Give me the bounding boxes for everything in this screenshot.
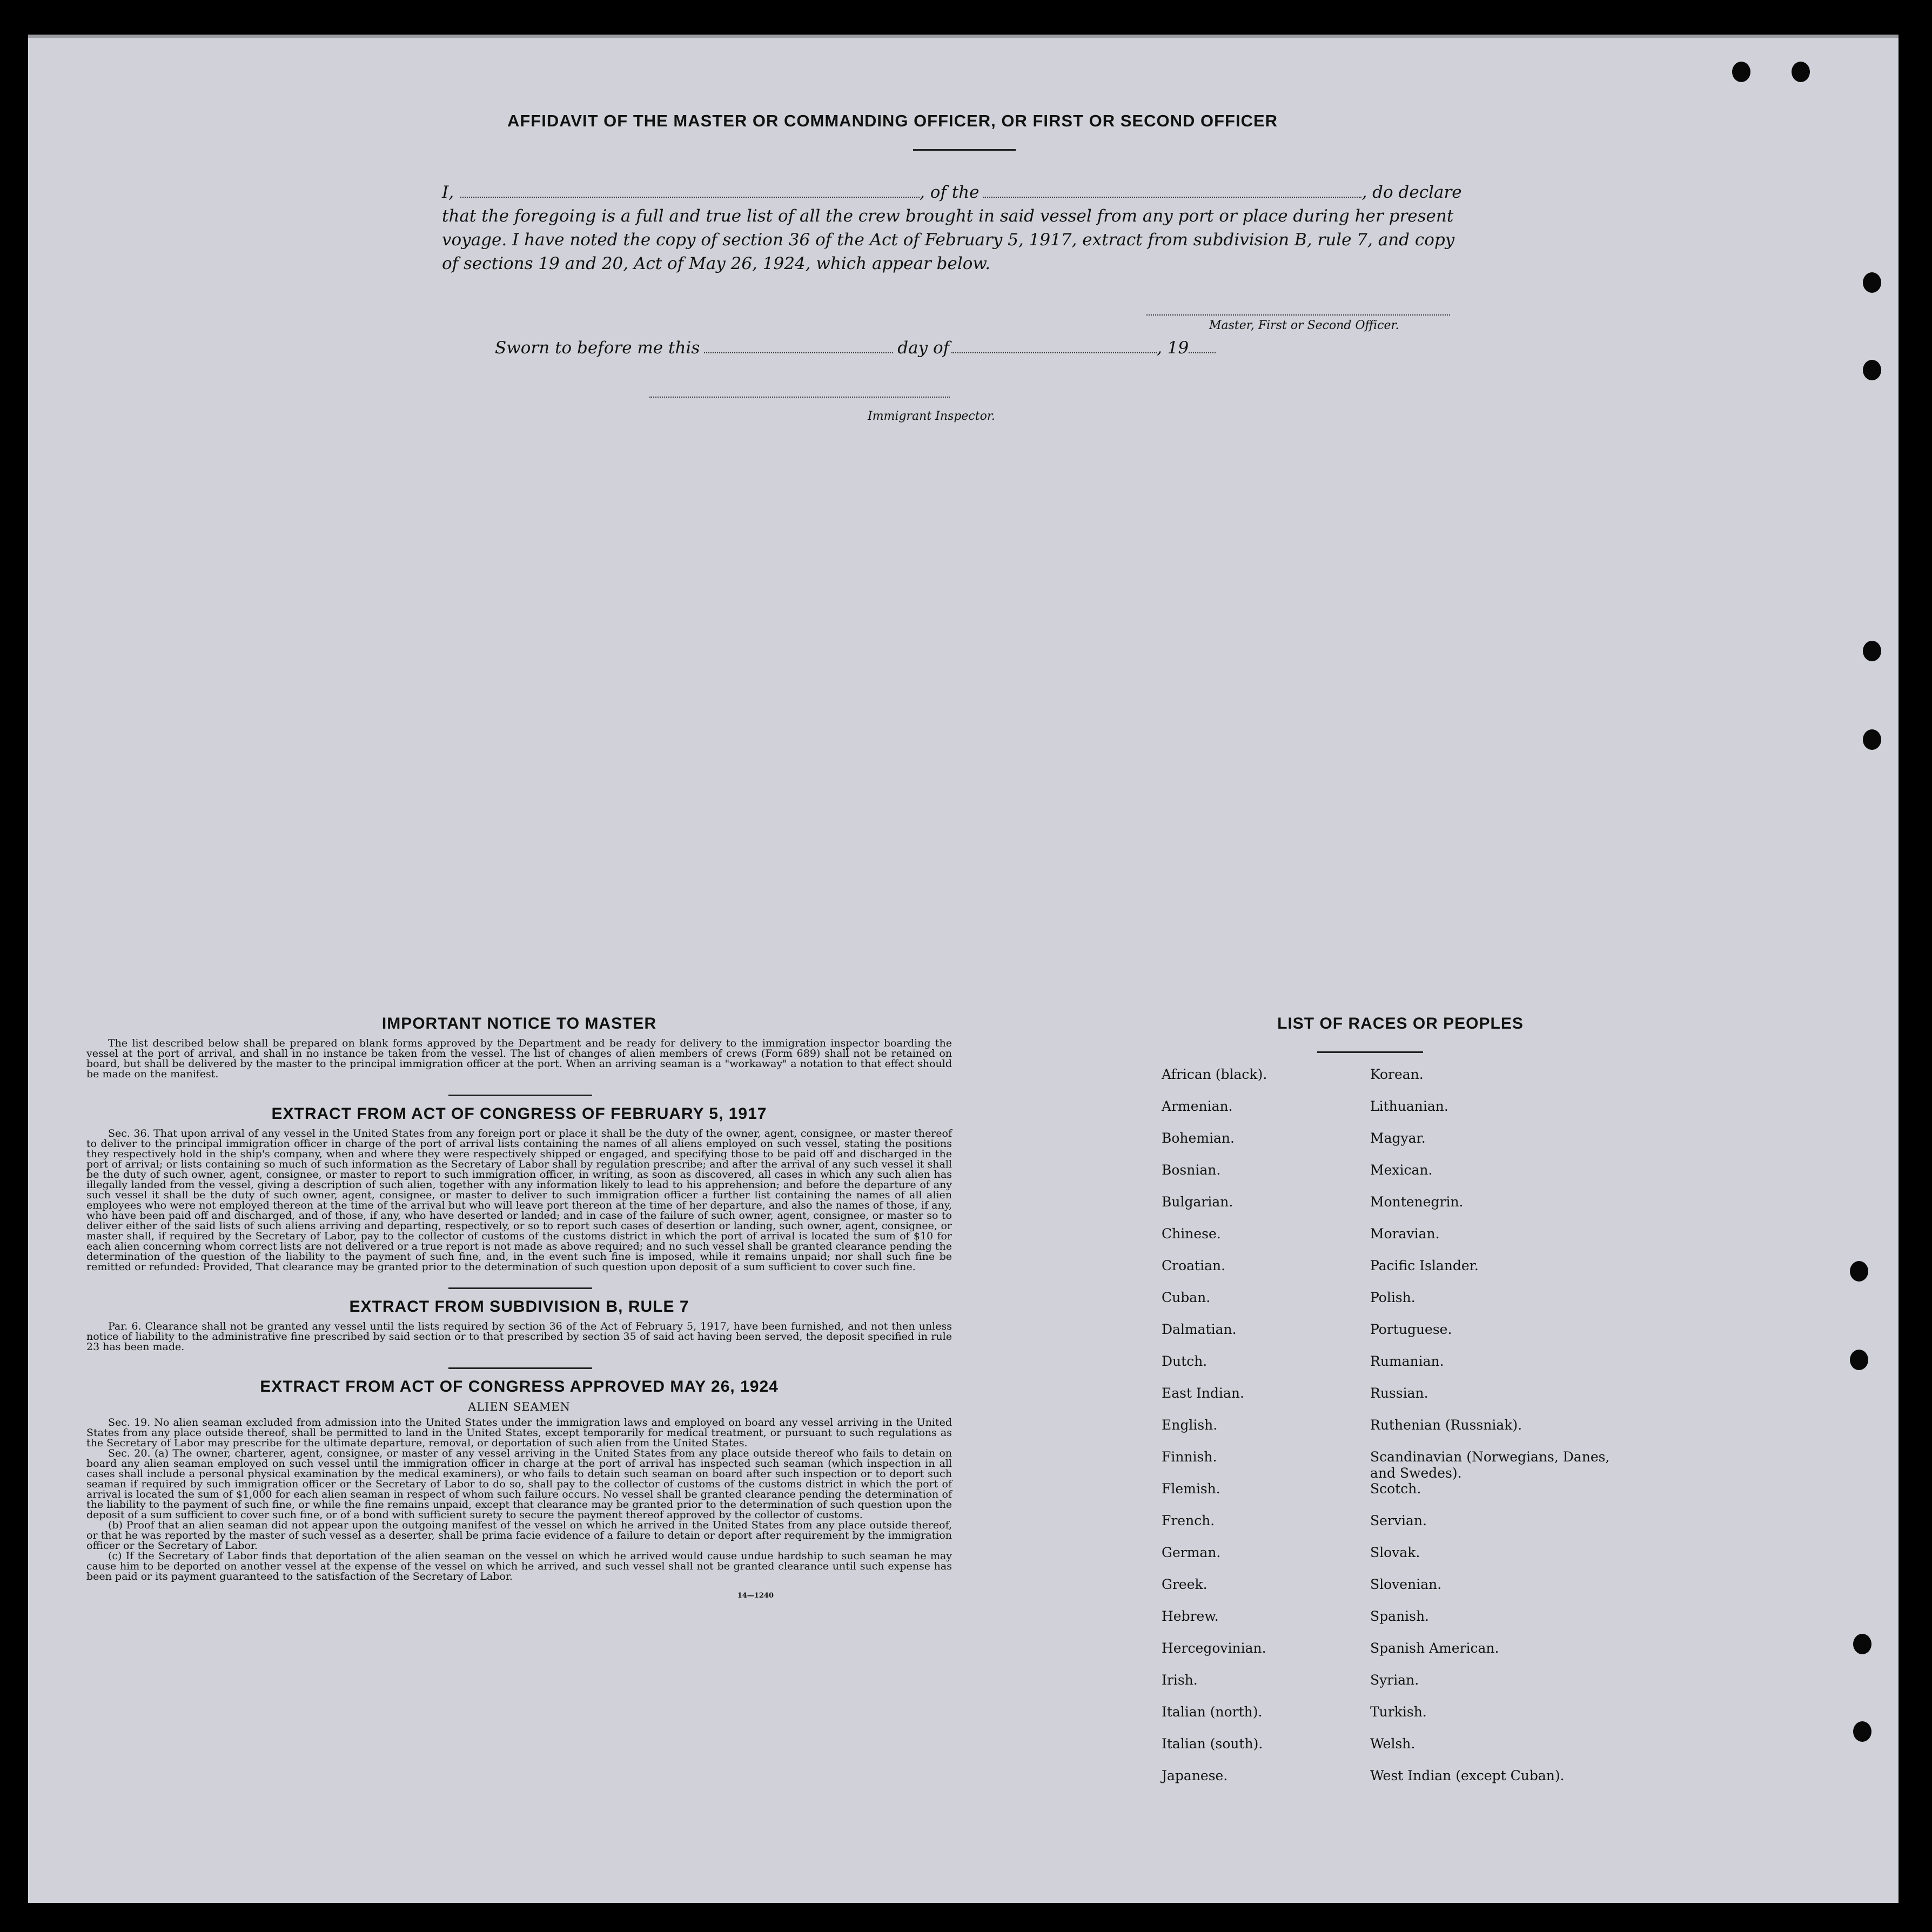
punch-hole bbox=[1863, 729, 1881, 750]
race-item: Portuguese. bbox=[1370, 1321, 1452, 1337]
extract-1924-title: EXTRACT FROM ACT OF CONGRESS APPROVED MAY 26, 1924 bbox=[260, 1378, 779, 1396]
decl-line-2: that the foregoing is a full and true list of all the crew brought in said vessel from any port or place during her present bbox=[442, 206, 1454, 226]
divider bbox=[448, 1367, 592, 1369]
subdivision-b-text: Par. 6. Clearance shall not be granted any vessel until the lists required by section 36 of the Act of February 5, 1917, have been furnished, and not then unless notice of liability to the administrative fine prescribed by said section or to that prescribed by section 35 of said act having been served, the deposit specified in rule 23 has been made. bbox=[86, 1320, 952, 1353]
race-item: Greek. bbox=[1162, 1577, 1208, 1592]
race-item: Russian. bbox=[1370, 1385, 1428, 1401]
decl-line-4: of sections 19 and 20, Act of May 26, 1924, which appear below. bbox=[442, 254, 991, 273]
race-item: Pacific Islander. bbox=[1370, 1258, 1479, 1273]
race-item: Welsh. bbox=[1370, 1736, 1416, 1752]
race-item: African (black). bbox=[1162, 1066, 1267, 1082]
form-number: 14—1240 bbox=[737, 1592, 774, 1600]
subdivision-b-title: EXTRACT FROM SUBDIVISION B, RULE 7 bbox=[349, 1298, 689, 1316]
races-right-column bbox=[1370, 1066, 1619, 1800]
sworn-day-blank[interactable] bbox=[704, 340, 893, 353]
decl-word-i: I, bbox=[442, 183, 454, 202]
race-item: Scotch. bbox=[1370, 1481, 1421, 1497]
master-caption: Master, First or Second Officer. bbox=[1209, 319, 1399, 332]
race-item: Ruthenian (Russniak). bbox=[1370, 1417, 1522, 1433]
inspector-signature-line[interactable] bbox=[649, 397, 950, 398]
alien-seamen-subtitle: ALIEN SEAMEN bbox=[468, 1400, 571, 1413]
sworn-day-label: day of bbox=[897, 338, 950, 358]
extract-1917-text: Sec. 36. That upon arrival of any vessel in the United States from any foreign port or place it shall be the duty of the owner, agent, consignee, or master thereof to deliver to the principal immigration officer in charge of the port of arrival lists containing the names of all aliens employed on such vessel, stating the positions they respectively hold in the ship's company, when and where they were respectively shipped or engaged, and specifying those to be paid off and discharged in the port of arrival; or lists containing so much of such information as the Secretary of Labor shall by regulation prescribe; and after the arrival of any such vessel it shall be the duty of such owner, agent, consignee, or master to report to such immigration officer, in writing, as soon as discovered, all cases in which any such alien has illegally landed from the vessel, giving a description of such alien, together with any information likely to lead to his apprehension; and before the departure of any such vessel it shall be the duty of such owner, agent, consignee, or master to deliver to such immigration officer a further list containing the names of all alien employees who were not employed thereon at the time of the arrival but who will leave port thereon at the time of her departure, and also the names of those, if any, who have been paid off and discharged, and of those, if any, who have deserted or landed; and in case of the failure of such owner, agent, consignee, or master so to deliver either of the said lists of such aliens arriving and departing, respectively, or so to report such cases of desertion or landing, such owner, agent, consignee, or master shall, if required by the Secretary of Labor, pay to the collector of customs of the customs district in which the port of arrival is located the sum of $10 for each alien concerning whom correct lists are not delivered or a true report is not made as above required; and no such vessel shall be granted clearance pending the determination of the question of the liability to the payment of such fine, and, in the event such fine is imposed, while it remains unpaid; nor shall such fine be remitted or refunded: Provided, That clearance may be granted prior to the determination of such question upon deposit of a sum sufficient to cover such fine. bbox=[86, 1128, 952, 1273]
title-divider bbox=[913, 149, 1016, 151]
races-left-column bbox=[1162, 1066, 1356, 1800]
punch-hole bbox=[1732, 62, 1750, 82]
sworn-year-label: , 19 bbox=[1157, 338, 1189, 358]
decl-word-of-the: , of the bbox=[920, 183, 980, 202]
race-item: Lithuanian. bbox=[1370, 1098, 1448, 1114]
race-item: Armenian. bbox=[1162, 1098, 1233, 1114]
race-item: Scandinavian (Norwegians, Danes, and Swedes). bbox=[1370, 1449, 1610, 1481]
race-item: German. bbox=[1162, 1545, 1221, 1560]
race-item: Montenegrin. bbox=[1370, 1194, 1464, 1210]
sec-20b-text: (b) Proof that an alien seaman did not appear upon the outgoing manifest of the vessel on which he arrived in the United States from any place outside thereof, or that he was reported by the master of such vessel as a deserter, shall be prima facie evidence of a failure to detain or deport after requirement by the immigration officer or the Secretary of Labor. bbox=[86, 1519, 952, 1552]
divider bbox=[448, 1095, 592, 1096]
race-item: Polish. bbox=[1370, 1290, 1416, 1305]
race-item: Magyar. bbox=[1370, 1130, 1426, 1146]
punch-hole bbox=[1863, 360, 1881, 380]
race-item: Flemish. bbox=[1162, 1481, 1220, 1497]
vessel-blank[interactable] bbox=[983, 185, 1361, 198]
sworn-line bbox=[495, 338, 1216, 358]
race-item: English. bbox=[1162, 1417, 1218, 1433]
punch-hole bbox=[1850, 1261, 1868, 1282]
race-item: Dutch. bbox=[1162, 1353, 1208, 1369]
race-item: Cuban. bbox=[1162, 1290, 1211, 1305]
race-item: Japanese. bbox=[1162, 1768, 1228, 1783]
punch-hole bbox=[1792, 62, 1810, 82]
race-item: Bohemian. bbox=[1162, 1130, 1235, 1146]
race-item: Irish. bbox=[1162, 1672, 1198, 1688]
punch-hole bbox=[1853, 1634, 1871, 1654]
sec-20a-text: Sec. 20. (a) The owner, charterer, agent, consignee, or master of any vessel arriving in the United States from any place outside thereof who fails to detain on board any alien seaman employed on such vessel until the immigration officer in charge at the port of arrival has inspected such seaman (which inspection in all cases shall include a personal physical examination by the medical examiners), or who fails to detain such seaman on board after such inspection or to deport such seaman if required by such immigration officer or the Secretary of Labor to do so, shall pay to the collector of customs of the customs district in which the port of arrival is located the sum of $1,000 for each alien seaman in respect of whom such failure occurs. No vessel shall be granted clearance pending the determination of the liability to the payment of such fine, or while the fine remains unpaid, except that clearance may be granted prior to the determination of such question upon the deposit of a sum sufficient to cover such fine, or of a bond with sufficient surety to secure the payment thereof approved by the collector of customs. bbox=[86, 1447, 952, 1521]
race-item: Syrian. bbox=[1370, 1672, 1419, 1688]
punch-hole bbox=[1850, 1350, 1868, 1370]
sec-19-text: Sec. 19. No alien seaman excluded from admission into the United States under the immigration laws and employed on board any vessel arriving in the United States from any place outside thereof, shall be permitted to land in the United States, except temporarily for medical treatment, or pursuant to such regulations as the Secretary of Labor may prescribe for the ultimate departure, removal, or deportation of such alien from the United States. bbox=[86, 1417, 952, 1449]
punch-hole bbox=[1863, 272, 1881, 293]
inspector-caption: Immigrant Inspector. bbox=[868, 410, 995, 423]
race-item: Hebrew. bbox=[1162, 1608, 1219, 1624]
race-item: Croatian. bbox=[1162, 1258, 1226, 1273]
race-item: Turkish. bbox=[1370, 1704, 1427, 1720]
race-item: Dalmatian. bbox=[1162, 1321, 1237, 1337]
race-item: Servian. bbox=[1370, 1513, 1427, 1528]
name-blank[interactable] bbox=[460, 185, 920, 198]
race-item: East Indian. bbox=[1162, 1385, 1244, 1401]
race-item: Spanish American. bbox=[1370, 1640, 1499, 1656]
race-item: Italian (south). bbox=[1162, 1736, 1263, 1752]
sworn-year-blank[interactable] bbox=[1189, 340, 1216, 353]
race-item: Slovak. bbox=[1370, 1545, 1420, 1560]
race-item: Korean. bbox=[1370, 1066, 1424, 1082]
race-item: Italian (north). bbox=[1162, 1704, 1263, 1720]
punch-hole bbox=[1853, 1721, 1871, 1742]
race-item: Chinese. bbox=[1162, 1226, 1221, 1242]
race-item: Rumanian. bbox=[1370, 1353, 1444, 1369]
race-item: Spanish. bbox=[1370, 1608, 1430, 1624]
race-item: French. bbox=[1162, 1513, 1215, 1528]
notice-text: The list described below shall be prepared on blank forms approved by the Department and be ready for delivery to the immigration inspector boarding the vessel at the port of arrival, and shall in no instance be taken from the vessel. The list of changes of alien members of crews (Form 689) shall not be retained on board, but shall be delivered by the master to the principal immigration officer at the port. When an arriving seaman is a "workaway" a notation to that effect should be made on the manifest. bbox=[86, 1037, 952, 1080]
races-title: LIST OF RACES OR PEOPLES bbox=[1277, 1015, 1524, 1032]
races-divider bbox=[1317, 1051, 1423, 1053]
race-item: Slovenian. bbox=[1370, 1577, 1442, 1592]
race-item: Finnish. bbox=[1162, 1449, 1217, 1465]
notice-title: IMPORTANT NOTICE TO MASTER bbox=[381, 1015, 657, 1032]
race-item: Hercegovinian. bbox=[1162, 1640, 1266, 1656]
divider bbox=[448, 1287, 592, 1289]
punch-hole bbox=[1863, 641, 1881, 661]
race-item: Bosnian. bbox=[1162, 1162, 1221, 1178]
race-item: Moravian. bbox=[1370, 1226, 1440, 1242]
document-page bbox=[28, 35, 1899, 1903]
race-item: Mexican. bbox=[1370, 1162, 1433, 1178]
race-item: Bulgarian. bbox=[1162, 1194, 1233, 1210]
extract-1917-title: EXTRACT FROM ACT OF CONGRESS OF FEBRUARY 5, 1917 bbox=[271, 1105, 767, 1123]
sec-20c-text: (c) If the Secretary of Labor finds that deportation of the alien seaman on the vessel on which he arrived would cause undue hardship to such seaman he may cause him to be deported on another vessel at the expense of the vessel on which he arrived, and such vessel shall not be granted clearance until such expense has been paid or its payment guaranteed to the satisfaction of the Secretary of Labor. bbox=[86, 1550, 952, 1582]
decl-word-do-declare: , do declare bbox=[1361, 183, 1462, 202]
sworn-month-blank[interactable] bbox=[951, 340, 1157, 353]
notices-column bbox=[86, 1015, 952, 1600]
master-signature-line[interactable] bbox=[1146, 314, 1450, 316]
declaration-text bbox=[442, 180, 1528, 276]
affidavit-title: AFFIDAVIT OF THE MASTER OR COMMANDING OFFICER, OR FIRST OR SECOND OFFICER bbox=[507, 111, 1278, 130]
race-item: West Indian (except Cuban). bbox=[1370, 1768, 1565, 1783]
decl-line-3: voyage. I have noted the copy of section 36 of the Act of February 5, 1917, extract from subdivision B, rule 7, and copy bbox=[442, 230, 1455, 250]
sworn-prefix: Sworn to before me this bbox=[495, 338, 700, 358]
